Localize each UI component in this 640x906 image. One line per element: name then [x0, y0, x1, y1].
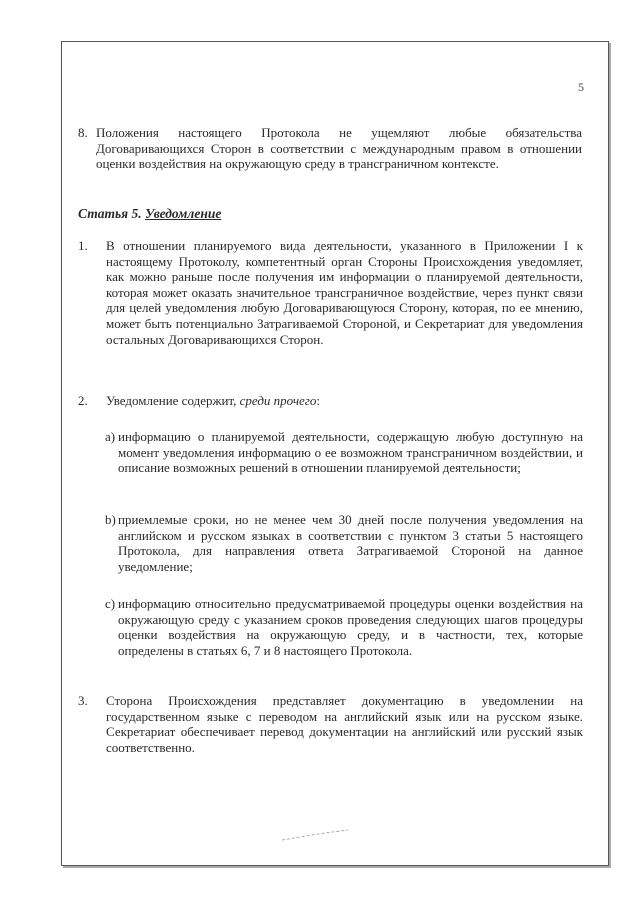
- page-number: 5: [578, 80, 584, 94]
- paragraph-2-intro: [106, 393, 583, 409]
- item-8-number: 8.: [78, 125, 88, 140]
- subitem-a-label: a): [105, 429, 116, 444]
- article-heading: [78, 206, 221, 222]
- subitem-c-label: c): [105, 596, 116, 611]
- item-8-text: Положения настоящего Протокола не ущемляют любые обязательства Договаривающихся Сторон в соответствии с международным правом в отношении оценки воздействия на окружающую среду в трансграничном контексте.: [96, 125, 582, 172]
- subitem-c-text: информацию относительно предусматриваемой процедуры оценки воздействия на окружающую среду с указанием сроков проведения следующих шагов процедуры оценки воздействия на окружающую среду, и в частности, тех, которые определены в статьях 6, 7 и 8 настоящего Протокола.: [118, 596, 583, 658]
- subitem-b-label: b): [105, 512, 116, 527]
- scan-mark: [280, 828, 350, 842]
- subitem-a-text: информацию о планируемой деятельности, содержащую любую доступную на момент уведомления информацию о ее возможном трансграничном воздействии, и описание возможных решений в отношении планируемой деятельности;: [118, 429, 583, 476]
- article-title: Уведомление: [144, 206, 222, 221]
- paragraph-3-number: 3.: [78, 693, 88, 708]
- subitem-b-text: приемлемые сроки, но не менее чем 30 дней после получения уведомления на английском и русском языках в соответствии с пунктом 3 статьи 5 настоящего Протокола, для направления ответа Затрагиваемой Стороной на данное уведомление;: [118, 512, 583, 574]
- paragraph-2-number: 2.: [78, 393, 88, 408]
- paragraph-1-text: В отношении планируемого вида деятельности, указанного в Приложении I к настоящему Протоколу, компетентный орган Стороны Происхождения уведомляет, как можно раньше после получения им информации о планируемой деятельности, которая может оказать значительное трансграничное воздействие, через пункт связи для целей уведомления любую Договаривающуюся Сторону, которая, по ее мнению, может быть потенциально Затрагиваемой Стороной, и Секретариат для уведомления остальных Договаривающихся Сторон.: [106, 238, 583, 347]
- paragraph-2-intro-italic: среди прочего: [239, 393, 317, 408]
- paragraph-1-number: 1.: [78, 238, 88, 253]
- paragraph-2-intro-end: :: [316, 393, 320, 408]
- paragraph-3-text: Сторона Происхождения представляет документацию в уведомлении на государственном языке с переводом на английский язык или на русском языке. Секретариат обеспечивает перевод документации на английский или русский язык соответственно.: [106, 693, 583, 755]
- paragraph-2-intro-text: Уведомление содержит,: [106, 393, 240, 408]
- article-number: Статья 5.: [78, 206, 145, 221]
